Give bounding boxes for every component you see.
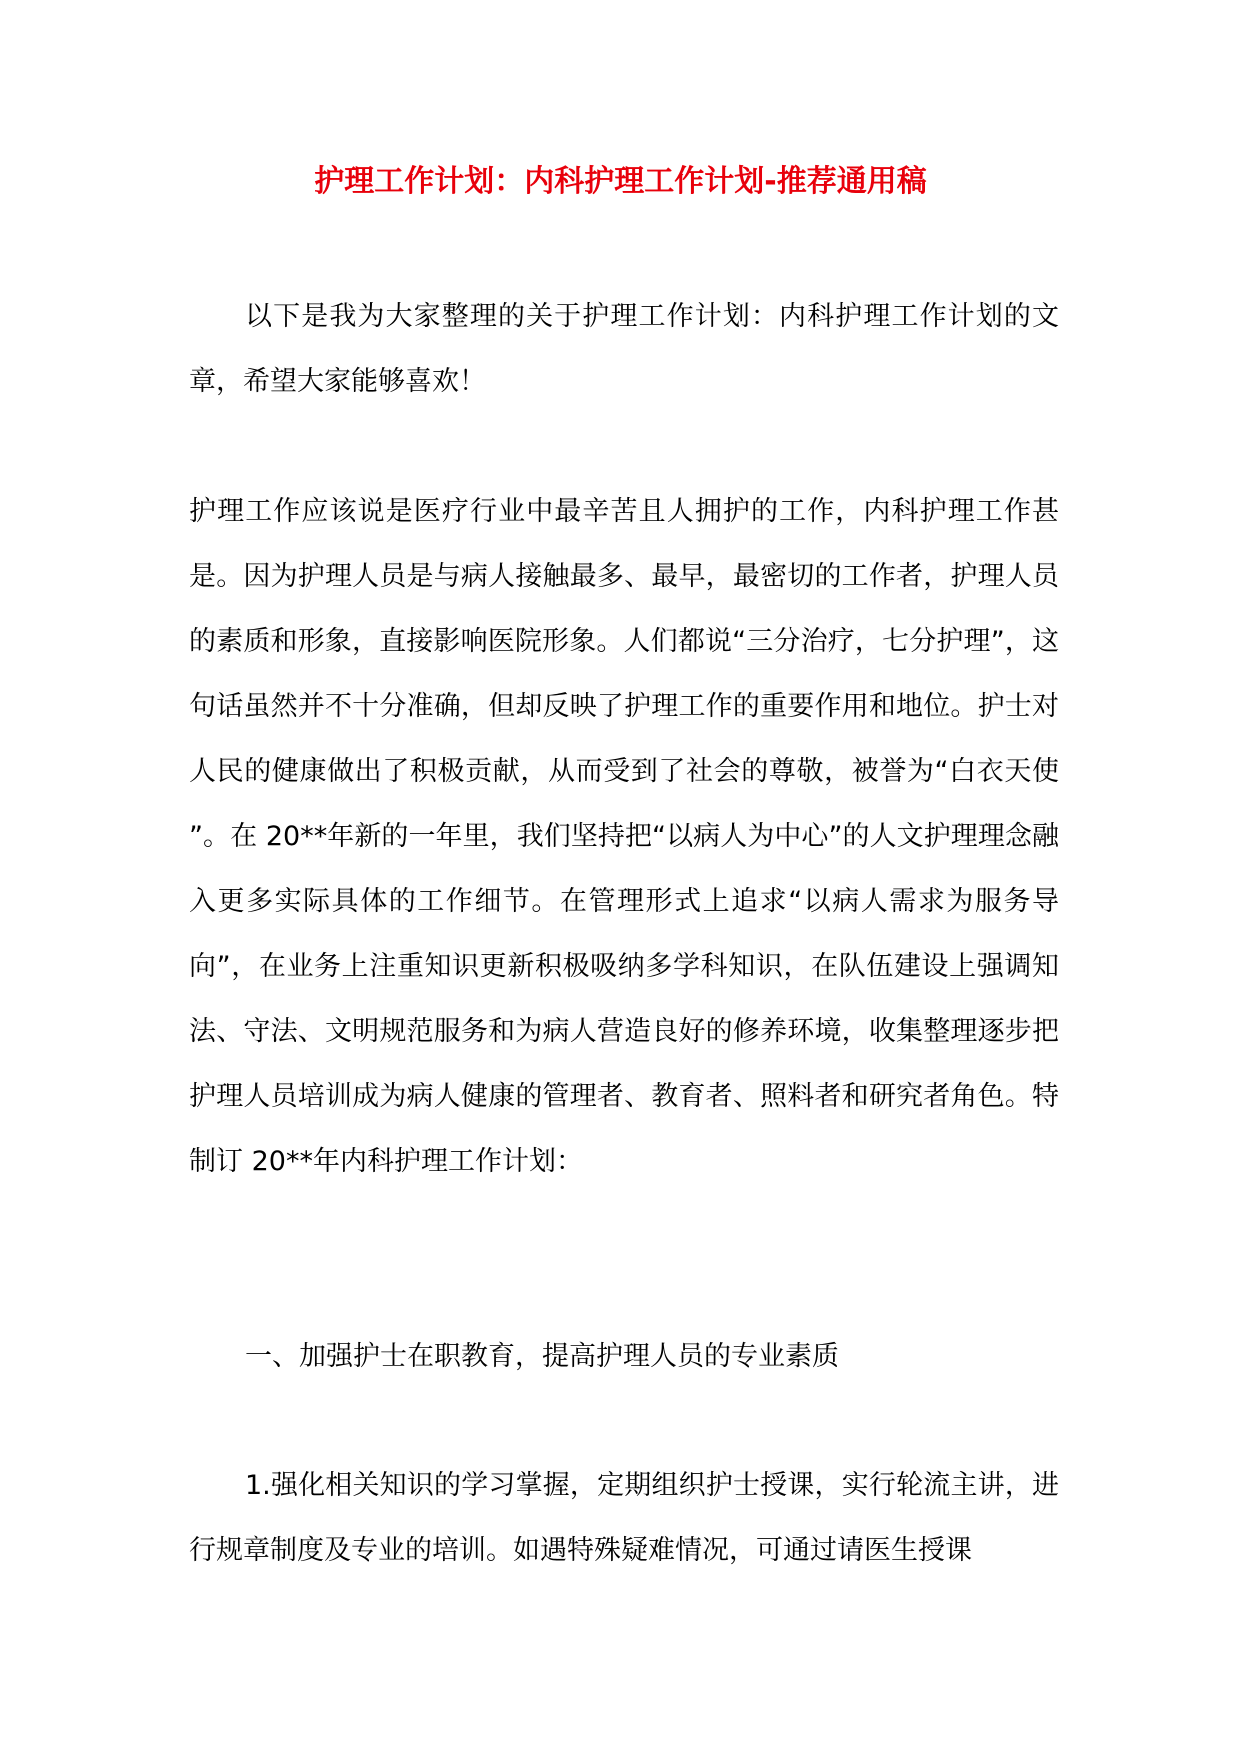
body-paragraph: 1.强化相关知识的学习掌握，定期组织护士授课，实行轮流主讲，进行规章制度及专业的培训。如遇特殊疑难情况，可通过请医生授课 <box>189 1470 1059 1566</box>
intro-paragraph: 以下是我为大家整理的关于护理工作计划：内科护理工作计划的文章，希望大家能够喜欢！ <box>189 301 1059 397</box>
document-title: 护理工作计划：内科护理工作计划-推荐通用稿 <box>314 164 927 199</box>
section-heading: 一、加强护士在职教育，提高护理人员的专业素质 <box>245 1341 839 1372</box>
body-paragraph: 护理工作应该说是医疗行业中最辛苦且人拥护的工作，内科护理工作甚是。因为护理人员是与病人接触最多、最早，最密切的工作者，护理人员的素质和形象，直接影响医院形象。人们都说“三分治疗，七分护理”，这句话虽然并不十分准确，但却反映了护理工作的重要作用和地位。护士对人民的健康做出了积极贡献，从而受到了社会的尊敬，被誉为“白衣天使 ”。在 20**年新的一年里，我们坚持把“以病人为中心”的人文护理理念融入更多实际具体的工作细节。在管理形式上追求“以病人需求为服务导向”，在业务上注重知识更新积极吸纳多学科知识，在队伍建设上强调知法、守法、文明规范服务和为病人营造良好的修养环境，收集整理逐步把护理人员培训成为病人健康的管理者、教育者、照料者和研究者角色。特制订 20**年内科护理工作计划： <box>189 496 1059 1177</box>
